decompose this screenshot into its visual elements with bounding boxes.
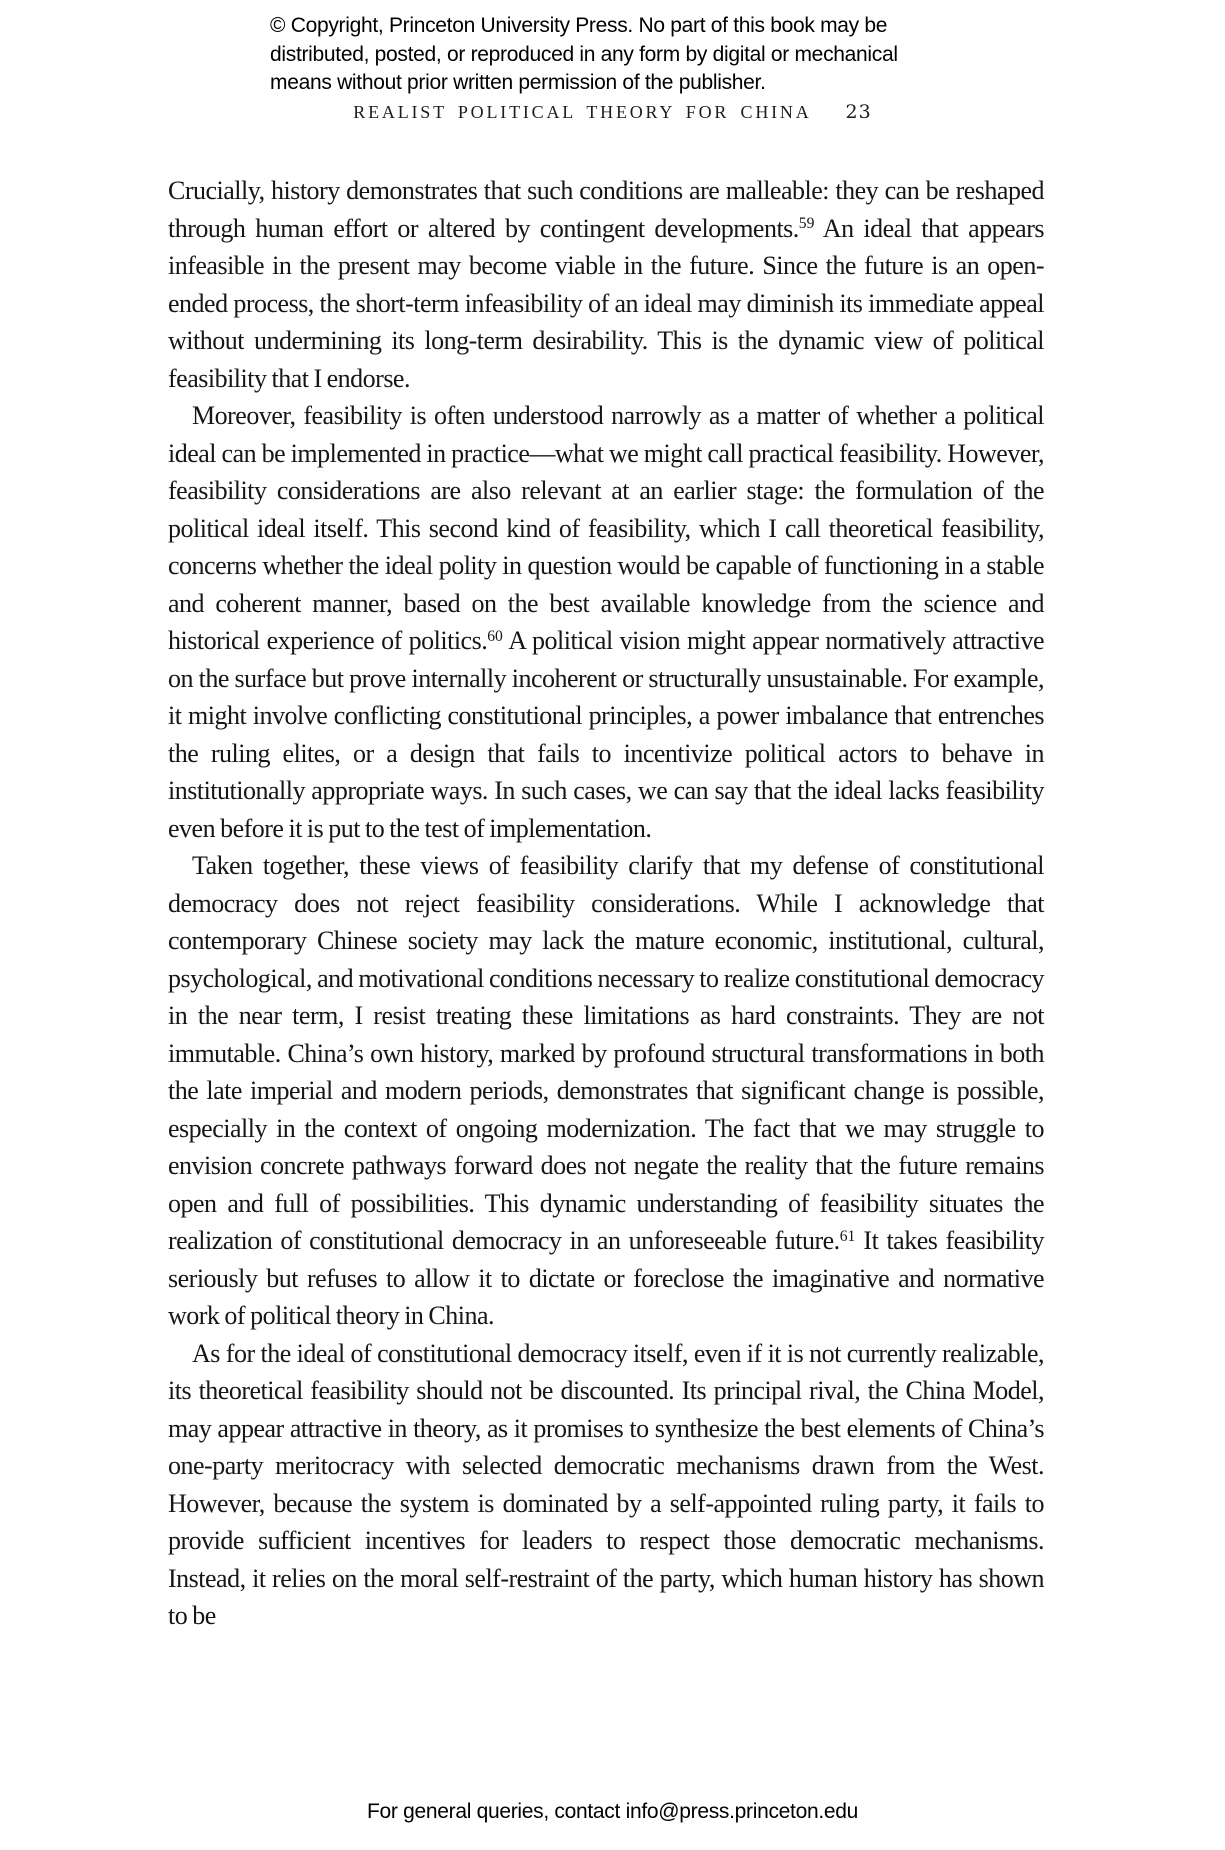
- paragraph: Crucially, history demonstrates that such conditions are malleable: they can be reshaped through human effort or altered by contingent developments.$^{59}$ An ideal that appears infeasible in the present may become viable in the future. Since the future is an open-ended process, the short-term infeasibility of an ideal may diminish its immediate appeal without undermining its long-term desirability. This is the dynamic view of political feasibility that I endorse.: [168, 176, 1044, 393]
- copyright-line: © Copyright, Princeton University Press. No part of this book may be: [270, 14, 888, 37]
- copyright-line: means without prior written permission of the publisher.: [270, 71, 766, 94]
- page-body: [168, 172, 1044, 1635]
- paragraph: As for the ideal of constitutional democracy itself, even if it is not currently realizable, its theoretical feasibility should not be discounted. Its principal rival, the China Model, may appear attractive in theory, as it promises to synthesize the best elements of China’s one-party meritocracy with selected democratic mechanisms drawn from the West. However, because the system is dominated by a self-appointed ruling party, it fails to provide sufficient incentives for leaders to respect those democratic mechanisms. Instead, it relies on the moral self-restraint of the party, which human history has shown to be: [168, 1338, 1044, 1630]
- footnote-reference: 61: [839, 1227, 856, 1245]
- footnote-reference: 60: [487, 627, 503, 645]
- page-number: 23: [845, 101, 872, 123]
- footer-contact-text: For general queries, contact info@press.princeton.edu: [366, 1800, 859, 1823]
- copyright-notice: [270, 12, 898, 98]
- paragraph: Taken together, these views of feasibility clarify that my defense of constitutional democracy does not reject feasibility considerations. While I acknowledge that contemporary Chinese society may lack the mature economic, institutional, cultural, psychological, and motivational conditions necessary to realize constitutional democracy in the near term, I resist treating these limitations as hard constraints. They are not immutable. China’s own history, marked by profound structural transformations in both the late imperial and modern periods, demonstrates that significant change is possible, especially in the context of ongoing modernization. The fact that we may struggle to envision concrete pathways forward does not negate the reality that the future remains open and full of possibilities. This dynamic understanding of feasibility situates the realization of constitutional democracy in an unforeseeable future.$^{61}$ It takes feasibility seriously but refuses to allow it to dictate or foreclose the imaginative and normative work of political theory in China.: [168, 851, 1045, 1330]
- paragraph: Moreover, feasibility is often understood narrowly as a matter of whether a political ideal can be implemented in practice—what we might call practical feasibility. However, feasibility considerations are also relevant at an earlier stage: the formulation of the political ideal itself. This second kind of feasibility, which I call theoretical feasibility, concerns whether the ideal polity in question would be capable of functioning in a stable and coherent manner, based on the best available knowledge from the science and historical experience of politics.$^{60}$ A political vision might appear normatively attractive on the surface but prove internally incoherent or structurally unsustainable. For example, it might involve conflicting constitutional principles, a power imbalance that entrenches the ruling elites, or a design that fails to incentivize political actors to behave in institutionally appropriate ways. In such cases, we can say that the ideal lacks feasibility even before it is put to the test of implementation.: [168, 401, 1045, 843]
- footnote-reference: 59: [798, 215, 815, 233]
- running-header-title: REALIST POLITICAL THEORY FOR CHINA: [353, 102, 812, 122]
- running-header: [0, 101, 1225, 123]
- copyright-line: distributed, posted, or reproduced in any form by digital or mechanical: [270, 42, 898, 66]
- page-footer: [0, 1800, 1225, 1824]
